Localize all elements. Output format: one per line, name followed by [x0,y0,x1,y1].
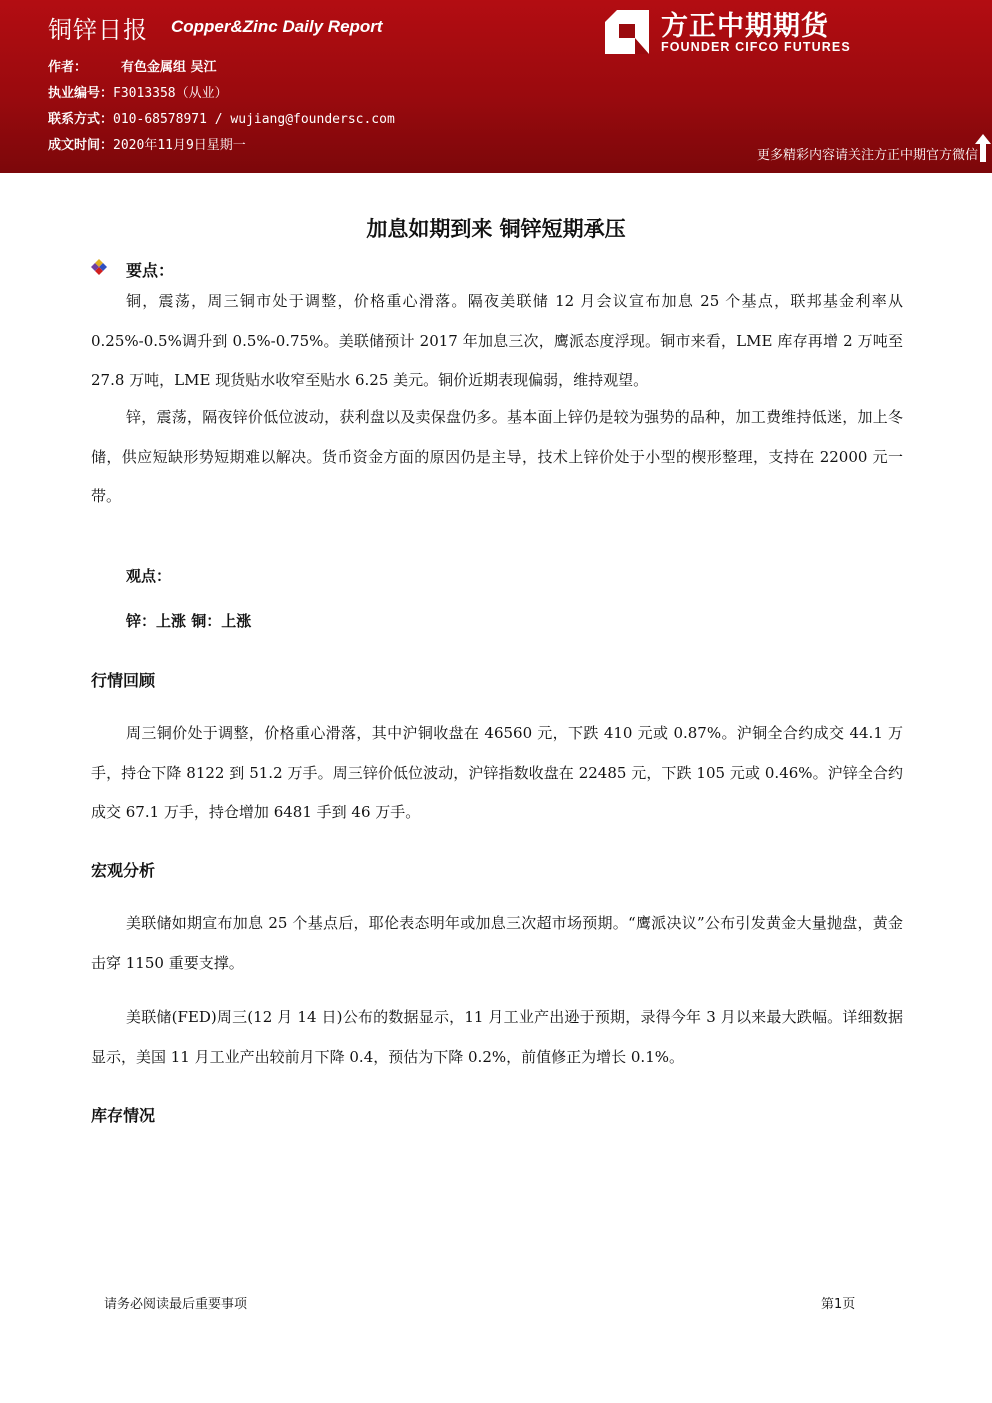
view-heading: 观点： [126,567,172,585]
license-value: F3013358（从业） [113,86,228,101]
date-row [48,134,246,153]
arrow-up-icon [975,134,991,162]
inventory-heading: 库存情况 [91,1106,156,1125]
license-label: 执业编号： [48,86,114,101]
report-header [0,0,992,173]
date-label: 成文时间： [48,138,114,153]
document-title: 加息如期到来 铜锌短期承压 [366,217,626,241]
macro-paragraph-2: 美联储(FED)周三(12 月 14 日)公布的数据显示，11 月工业产出逊于预期，录得今年 3 月以来最大跌幅。详细数据显示，美国 11 月工业产出较前月下降 0.4，预估为下降 0.2%，前值修正为增长 0.1%。 [91,1008,903,1066]
market-review-paragraph: 周三铜价处于调整，价格重心滑落，其中沪铜收盘在 46560 元，下跌 410 元或 0.87%。沪铜全合约成交 44.1 万手，持仓下降 8122 到 51.2 万手。周三锌价低位波动，沪锌指数收盘在 22485 元，下跌 105 元或 0.46%。沪锌全合约成交 67.1 万手，持仓增加 6481 手到 46 万手。 [91,724,903,821]
page-number: 第1页 [821,1297,856,1312]
author-value: 有色金属组 吴江 [121,60,217,75]
logo-text-en: FOUNDER CIFCO FUTURES [661,40,851,54]
keypoints-copper-paragraph: 铜，震荡，周三铜市处于调整，价格重心滑落。隔夜美联储 12 月会议宣布加息 25 个基点，联邦基金利率从 0.25%-0.5%调升到 0.5%-0.75%。美联储预计 2017 年加息三次，鹰派态度浮现。铜市来看，LME 库存再增 2 万吨至 27.8 万吨，LME 现货贴水收窄至贴水 6.25 美元。铜价近期表现偏弱，维持观望。 [91,292,903,389]
market-review-heading: 行情回顾 [91,671,156,690]
report-title-cn: 铜锌日报 [48,16,148,44]
follow-wechat-text[interactable]: 更多精彩内容请关注方正中期官方微信 [756,148,978,163]
report-title-en: Copper&Zinc Daily Report [171,17,383,36]
founder-logo-icon [603,8,651,56]
contact-row [48,108,395,127]
macro-analysis-heading: 宏观分析 [91,861,156,880]
footer-notice: 请务必阅读最后重要事项 [104,1297,248,1312]
date-value: 2020年11月9日星期一 [113,138,246,153]
keypoints-heading: 要点： [126,261,175,280]
keypoints-zinc-paragraph: 锌，震荡，隔夜锌价低位波动，获利盘以及卖保盘仍多。基本面上锌仍是较为强势的品种，加工费维持低迷，加上冬储，供应短缺形势短期难以解决。货币资金方面的原因仍是主导，技术上锌价处于小型的楔形整理，支持在 22000 元一带。 [91,408,903,505]
company-logo [603,6,863,58]
view-value: 锌：上涨 铜：上涨 [126,612,252,630]
license-row [48,82,228,101]
author-row [48,56,217,75]
contact-value[interactable]: 010-68578971 / wujiang@foundersc.com [113,112,395,127]
author-label: 作者： [48,60,88,75]
logo-text-cn: 方正中期期货 [661,11,829,42]
bullet-diamond-icon [90,258,108,276]
contact-label: 联系方式： [48,112,114,127]
macro-paragraph-1: 美联储如期宣布加息 25 个基点后，耶伦表态明年或加息三次超市场预期。“鹰派决议”公布引发黄金大量抛盘，黄金击穿 1150 重要支撑。 [91,914,903,972]
